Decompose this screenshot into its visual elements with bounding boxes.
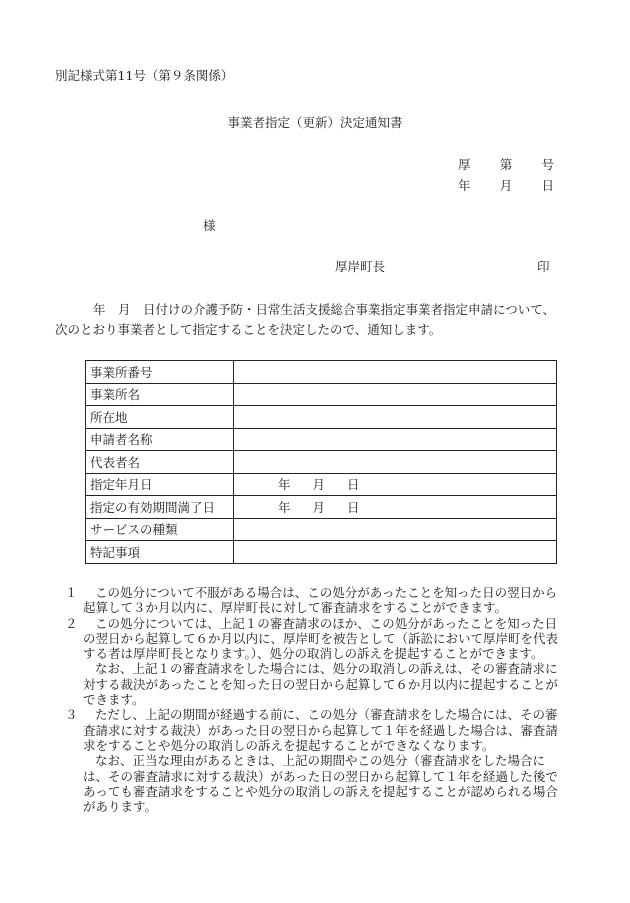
- month-unit: 月: [312, 499, 326, 515]
- year-unit: 年: [278, 477, 291, 493]
- row-label: 指定の有効期間満了日: [86, 496, 234, 519]
- row-value: [234, 518, 557, 541]
- doc-date-day: 日: [541, 178, 554, 193]
- row-value: [234, 428, 557, 451]
- seal-mark: 印: [537, 259, 550, 274]
- note-2: [65, 616, 565, 708]
- table-row: [86, 428, 557, 451]
- table-row: [86, 518, 557, 541]
- table-row: [86, 451, 557, 474]
- table-row: [86, 541, 557, 564]
- row-label: 事業所名: [86, 383, 234, 406]
- row-label: 事業所番号: [86, 361, 234, 384]
- note-1: [65, 585, 565, 616]
- month-unit: 月: [312, 477, 326, 493]
- table-row: [86, 383, 557, 406]
- note-paragraph: なお、正当な理由があるときは、上記の期間やこの処分（審査請求をした場合には、その審査請求に対する裁決）があった日の翌日から起算して１年を経過した後であっても審査請求をすることや処分の取消しの訴えを提起することが認められる場合があります。: [83, 753, 558, 815]
- row-label: 特記事項: [86, 541, 234, 564]
- doc-number-go: 号: [541, 157, 554, 172]
- row-label: サービスの種類: [86, 518, 234, 541]
- doc-number-prefix: 厚: [458, 157, 471, 172]
- date-placeholder: [278, 498, 360, 516]
- row-label: 指定年月日: [86, 473, 234, 496]
- doc-number-dai: 第: [499, 157, 513, 172]
- row-value-date: [234, 473, 557, 496]
- note-number: ２: [65, 615, 78, 631]
- document-number: [458, 155, 554, 173]
- row-value-date: [234, 496, 557, 519]
- row-label: 所在地: [86, 406, 234, 429]
- notes-section: [65, 585, 565, 814]
- note-paragraph: ただし、上記の期間が経過する前に、この処分（審査請求をした場合には、その審査請求に対する裁決）があった日の翌日から起算して１年を経過した場合は、審査請求をすることや処分の取消しの訴えを提起することができなくなります。: [83, 707, 558, 753]
- table-row: [86, 406, 557, 429]
- row-value: [234, 406, 557, 429]
- intro-paragraph: 年 月 日付けの介護予防・日常生活支援総合事業指定事業者指定申請について、次のとおり事業者として指定することを決定したので、通知します。: [55, 302, 556, 337]
- table-row: [86, 473, 557, 496]
- note-paragraph: なお、上記１の審査請求をした場合には、処分の取消しの訴えは、その審査請求に対する裁決があったことを知った日の翌日から起算して６か月以内に提起することができます。: [83, 661, 558, 708]
- table-row: [86, 496, 557, 519]
- row-value: [234, 541, 557, 564]
- row-value: [234, 361, 557, 384]
- doc-date-month: 月: [499, 178, 513, 193]
- note-paragraph: この処分については、上記１の審査請求のほか、この処分があったことを知った日の翌日から起算して６か月以内に、厚岸町を被告として（訴訟において厚岸町を代表する者は厚岸町長となります。）、処分の取消しの訴えを提起することができます。: [83, 615, 559, 662]
- row-value: [234, 383, 557, 406]
- row-label: 申請者名称: [86, 428, 234, 451]
- note-paragraph: この処分について不服がある場合は、この処分があったことを知った日の翌日から起算して３か月以内に、厚岸町長に対して審査請求をすることができます。: [83, 585, 558, 616]
- date-placeholder: [278, 475, 360, 493]
- day-unit: 日: [347, 499, 360, 515]
- year-unit: 年: [278, 499, 291, 515]
- day-unit: 日: [347, 477, 360, 493]
- table-row: [86, 361, 557, 384]
- info-table: [85, 360, 557, 564]
- row-label: 代表者名: [86, 451, 234, 474]
- issuer: 厚岸町長: [335, 259, 386, 274]
- addressee-suffix: 様: [203, 218, 216, 233]
- note-number: ３: [65, 707, 78, 723]
- form-label: 別記様式第11号（第９条関係）: [55, 68, 234, 83]
- doc-date-year: 年: [458, 178, 471, 193]
- document-title: 事業者指定（更新）決定通知書: [227, 115, 403, 130]
- note-3: [65, 707, 565, 814]
- row-value: [234, 451, 557, 474]
- document-date: [458, 176, 554, 194]
- note-number: １: [65, 585, 78, 600]
